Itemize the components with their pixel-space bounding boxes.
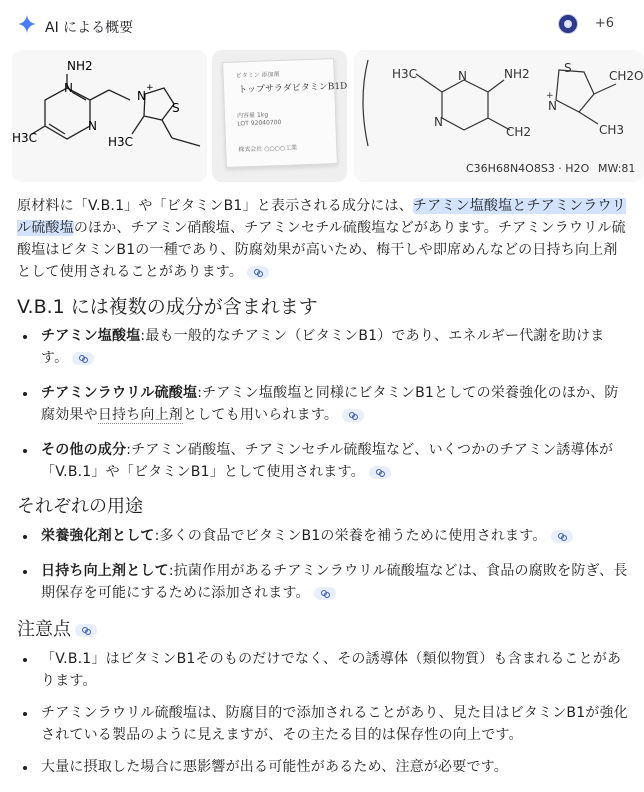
item-text: チアミンラウリル硫酸塩は、防腐目的で添加されることがあり、見た目はビタミンB1が強化されている製品のように見えますが、その主たる目的は保存性の向上です。 xyxy=(41,705,628,743)
item-text: 「V.B.1」はビタミンB1そのものだけでなく、その誘導体（類似物質）も含まれることがあります。 xyxy=(41,651,622,689)
ch2o-label: CH2O xyxy=(609,69,644,83)
list-item xyxy=(17,560,629,604)
package-label: ビタミン 添加剤 xyxy=(235,70,280,80)
section-heading-uses: それぞれの用途 xyxy=(17,496,143,517)
list-item xyxy=(17,648,629,692)
structure-drawing-1 xyxy=(12,50,207,182)
ring-n-label: N xyxy=(458,69,467,83)
methyl-label: H3C xyxy=(12,131,38,145)
link-icon[interactable] xyxy=(75,624,97,637)
components-list xyxy=(17,325,629,483)
product-package xyxy=(222,58,348,168)
structure-drawing-2 xyxy=(354,50,644,182)
intro-text: のほか、チアミン硝酸塩、チアミンセチル硫酸塩などがあります。チアミンラウリル硫酸塩はビタミンB1の一種であり、防腐効果が高いため、梅干しや即席めんなどの日持ち向上剤として使用されることがあります。 xyxy=(17,220,626,280)
link-icon[interactable] xyxy=(342,409,364,422)
link-icon[interactable] xyxy=(247,266,269,279)
item-text: :チアミン硝酸塩、チアミンセチル硫酸塩など、いくつかのチアミン誘導体が「V.B.1」や「ビタミンB1」として使用されます。 xyxy=(41,442,614,480)
ring-n-label: N xyxy=(64,81,73,95)
list-item xyxy=(17,382,629,426)
ch2-label: CH2 xyxy=(506,125,532,139)
uses-list xyxy=(17,525,629,604)
link-icon[interactable] xyxy=(551,530,573,543)
ring-n-label: N xyxy=(548,99,557,113)
package-title: トップサラダビタミンB1D xyxy=(238,81,348,96)
charge-label: + xyxy=(546,91,554,101)
mw-label: MW:81 xyxy=(598,162,636,175)
methyl-label: H3C xyxy=(392,67,418,81)
package-label: 内容量 1kg xyxy=(236,111,269,120)
vitamin-package-image[interactable] xyxy=(212,50,347,182)
list-item xyxy=(17,702,629,746)
package-label: 株式会社 ○○○○工業 xyxy=(238,144,298,154)
item-term: チアミン塩酸塩 xyxy=(41,328,141,344)
package-label: LOT 92040700 xyxy=(237,118,282,128)
item-term: チアミンラウリル硫酸塩 xyxy=(41,385,198,401)
list-item xyxy=(17,439,629,483)
item-term: 栄養強化剤として xyxy=(41,528,155,544)
ai-overview-title: AI による概要 xyxy=(45,20,134,36)
sulfur-label: S xyxy=(172,101,180,115)
source-avatar[interactable] xyxy=(558,14,578,34)
item-text: :チアミン塩酸塩と同様にビタミンB1としての栄養強化のほか、防腐効果や xyxy=(41,385,619,423)
overview-content xyxy=(17,195,629,778)
item-text: としても用いられます。 xyxy=(183,407,339,423)
item-text: :多くの食品でビタミンB1の栄養を補うために使用されます。 xyxy=(154,528,547,544)
link-icon[interactable] xyxy=(72,352,94,365)
item-term: その他の成分 xyxy=(41,442,127,458)
cautions-list xyxy=(17,648,629,778)
sources-count: +6 xyxy=(594,16,614,31)
heading-text: 注意点 xyxy=(17,619,71,640)
formula-label: C36H68N4O8S3 · H2O xyxy=(466,162,590,175)
image-strip xyxy=(12,50,644,182)
ring-n-label: N xyxy=(137,89,146,103)
list-item xyxy=(17,756,629,778)
item-text: 大量に摂取した場合に悪影響が出る可能性があるため、注意が必要です。 xyxy=(41,759,508,775)
section-heading-components: V.B.1 には複数の成分が含まれます xyxy=(17,296,318,318)
nh2-label: NH2 xyxy=(67,59,93,73)
item-text: :最も一般的なチアミン（ビタミンB1）であり、エネルギー代謝を助けます。 xyxy=(41,328,605,366)
link-icon[interactable] xyxy=(369,466,391,479)
item-text: :抗菌作用があるチアミンラウリル硫酸塩などは、食品の腐敗を防ぎ、長期保存を可能にするために添加されます。 xyxy=(41,563,628,601)
gemini-sparkle-icon xyxy=(18,15,36,33)
link-icon[interactable] xyxy=(314,587,336,600)
intro-paragraph xyxy=(17,195,629,283)
highlighted-text[interactable]: チアミン塩酸塩とチアミンラウリル硫酸塩 xyxy=(17,198,626,236)
section-heading-cautions xyxy=(17,618,629,642)
charge-label: + xyxy=(146,83,154,93)
list-item xyxy=(17,525,629,547)
glossary-link[interactable]: 日持ち向上剤 xyxy=(97,407,184,423)
nh2-label: NH2 xyxy=(504,67,530,81)
item-term: 日持ち向上剤として xyxy=(41,563,169,579)
thiamine-structure-image[interactable] xyxy=(12,50,207,182)
methyl-label: CH3 xyxy=(599,123,625,137)
sources-button[interactable] xyxy=(550,14,614,36)
ring-n-label: N xyxy=(434,115,443,129)
ai-overview-header xyxy=(14,10,626,40)
ring-n-label: N xyxy=(88,119,97,133)
methyl-label: H3C xyxy=(108,135,134,149)
intro-text: 原材料に「V.B.1」や「ビタミンB1」と表示される成分には、 xyxy=(17,198,413,214)
thiamine-formula-image[interactable] xyxy=(354,50,644,182)
sulfur-label: S xyxy=(564,61,572,75)
list-item xyxy=(17,325,629,369)
